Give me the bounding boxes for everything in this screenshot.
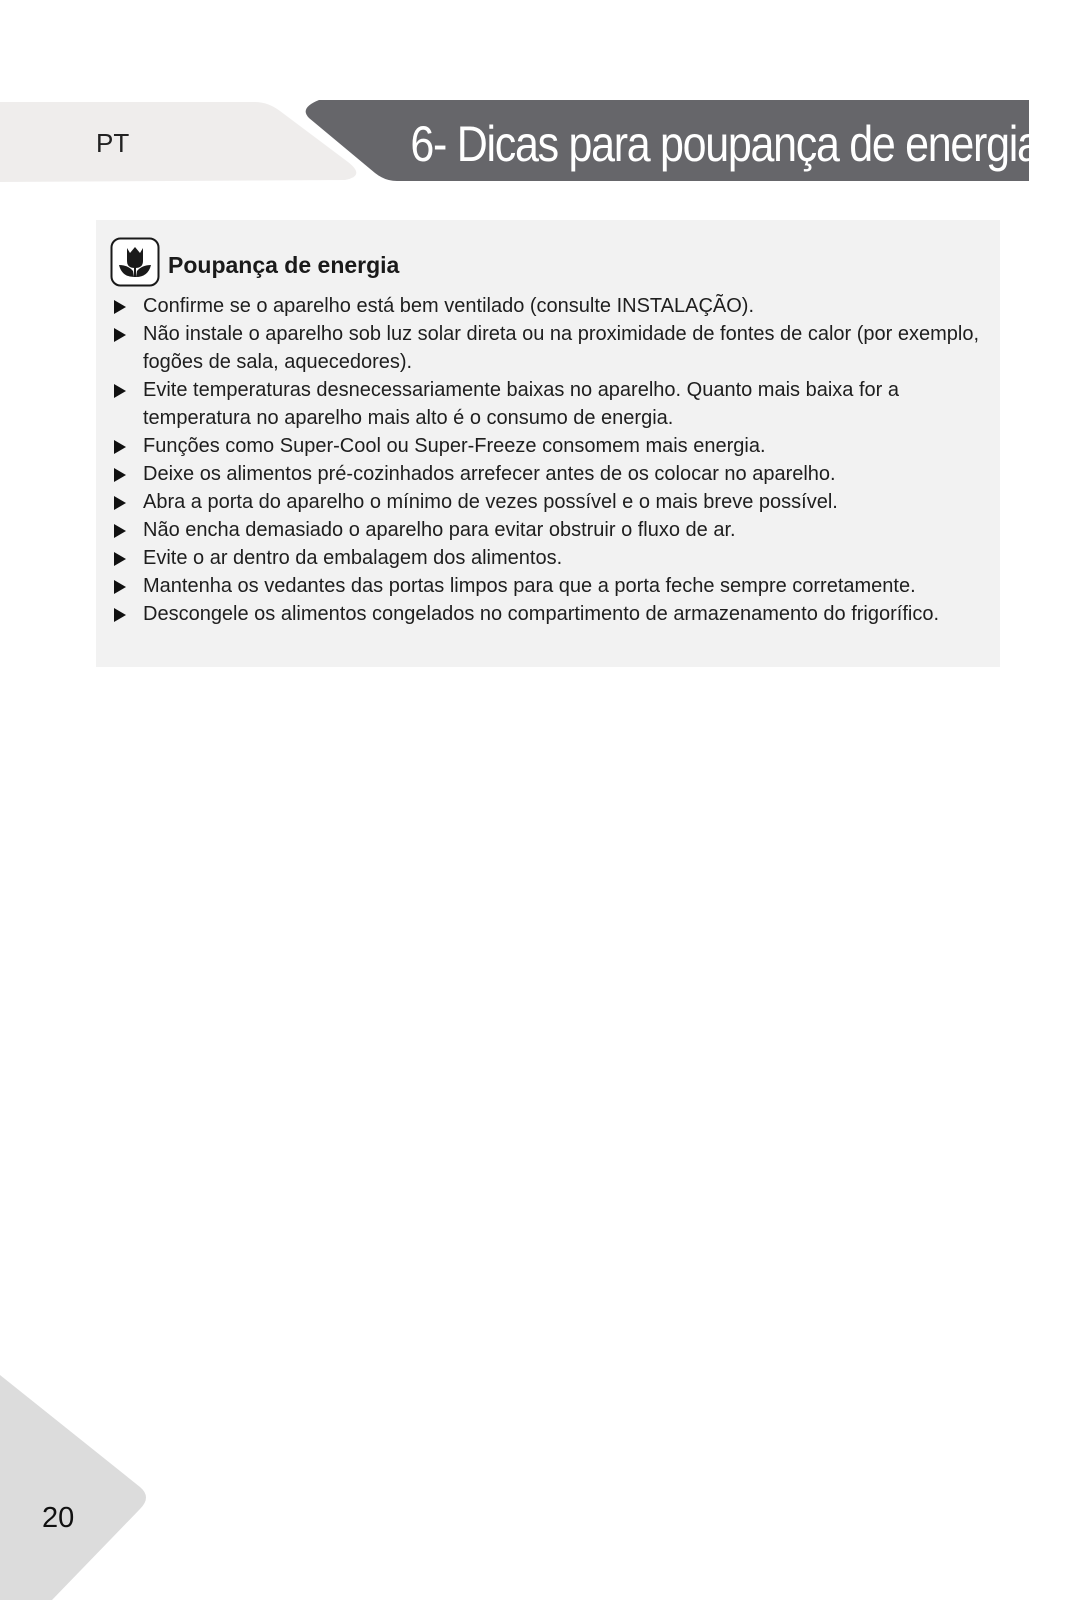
triangle-bullet-icon <box>114 580 126 594</box>
tip-item <box>114 292 994 320</box>
tip-text: Deixe os alimentos pré-cozinhados arrefecer antes de os colocar no aparelho. <box>143 463 836 485</box>
chapter-title: 6- Dicas para poupança de energia <box>410 116 1040 172</box>
triangle-bullet-icon <box>114 440 126 454</box>
tip-item <box>114 376 994 432</box>
tip-text: Confirme se o aparelho está bem ventilado (consulte INSTALAÇÃO). <box>143 295 755 317</box>
triangle-bullet-icon <box>114 384 126 398</box>
triangle-bullet-icon <box>114 524 126 538</box>
triangle-bullet-icon <box>114 608 126 622</box>
triangle-bullet-icon <box>114 552 126 566</box>
page-corner-shape <box>0 1375 150 1600</box>
tip-item <box>114 460 994 488</box>
tip-text: Descongele os alimentos congelados no compartimento de armazenamento do frigorífico. <box>143 603 939 625</box>
section-heading <box>110 236 399 288</box>
tip-text: Não encha demasiado o aparelho para evitar obstruir o fluxo de ar. <box>143 519 736 541</box>
tip-text: Não instale o aparelho sob luz solar direta ou na proximidade de fontes de calor (por exemplo, fogões de sala, aquecedores). <box>143 323 980 373</box>
triangle-bullet-icon <box>114 328 126 342</box>
tip-item <box>114 572 994 600</box>
triangle-bullet-icon <box>114 300 126 314</box>
tip-item <box>114 488 994 516</box>
energy-saving-panel <box>96 220 1000 667</box>
eco-flower-icon <box>110 237 160 287</box>
tip-text: Evite temperaturas desnecessariamente baixas no aparelho. Quanto mais baixa for a temperatura no aparelho mais alto é o consumo de energia. <box>143 379 899 429</box>
tip-text: Funções como Super-Cool ou Super-Freeze consomem mais energia. <box>143 435 766 457</box>
section-title: Poupança de energia <box>168 251 400 278</box>
language-label: PT <box>96 128 130 158</box>
tip-item <box>114 516 994 544</box>
tip-text: Mantenha os vedantes das portas limpos para que a porta feche sempre corretamente. <box>143 575 916 597</box>
tip-item <box>114 600 994 628</box>
tip-item <box>114 320 994 376</box>
tip-item <box>114 544 994 572</box>
tips-list <box>114 292 994 628</box>
tip-item <box>114 432 994 460</box>
triangle-bullet-icon <box>114 496 126 510</box>
page-number: 20 <box>42 1502 75 1534</box>
page-corner <box>0 1375 150 1600</box>
tip-text: Evite o ar dentro da embalagem dos alimentos. <box>143 547 563 569</box>
tip-text: Abra a porta do aparelho o mínimo de vezes possível e o mais breve possível. <box>143 491 838 513</box>
triangle-bullet-icon <box>114 468 126 482</box>
